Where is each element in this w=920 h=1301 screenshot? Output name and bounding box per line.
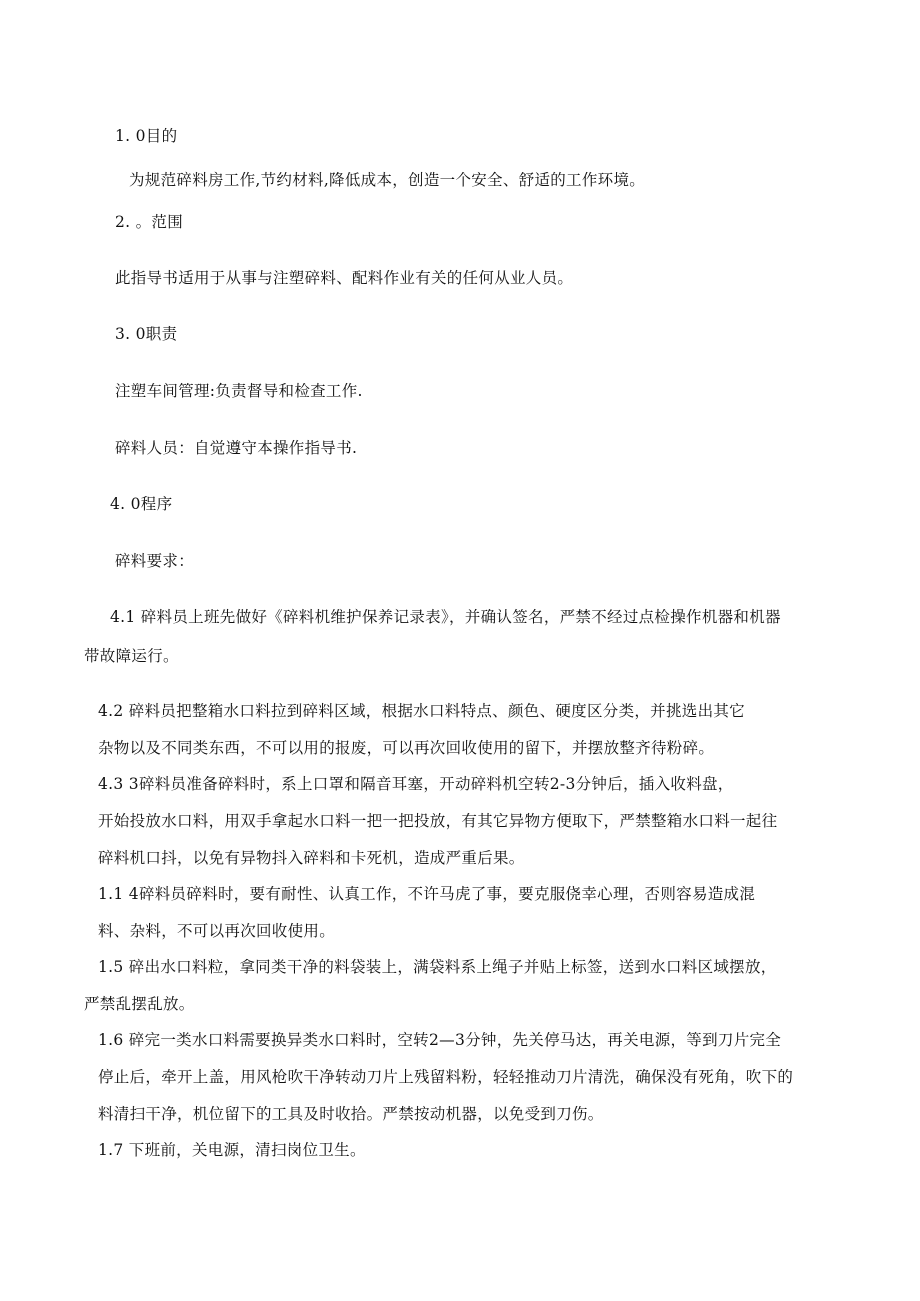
- item-1-1-line-1: 1.1 4碎料员碎料时，要有耐性、认真工作，不许马虎了事，要克服侥幸心理，否则容易造成混: [98, 885, 756, 903]
- item-4-2-line-1: 4.2 碎料员把整箱水口料拉到碎料区域，根据水口料特点、颜色、硬度区分类，并挑选出其它: [98, 702, 745, 720]
- section-2-body: 此指导书适用于从事与注塑碎料、配料作业有关的任何从业人员。: [115, 269, 574, 287]
- item-1-6-line-3: 料清扫干净，机位留下的工具及时收拾。严禁按动机器，以免受到刀伤。: [98, 1105, 604, 1123]
- section-3-body-1: 注塑车间管理:负责督导和检查工作.: [115, 382, 363, 400]
- section-1-heading: 1. 0目的: [115, 127, 178, 145]
- item-1-5-line-1: 1.5 碎出水口料粒，拿同类干净的料袋装上，满袋料系上绳子并贴上标签，送到水口料区域摆放，: [98, 958, 777, 976]
- item-4-1-line-2: 带故障运行。: [84, 647, 179, 665]
- item-1-1-line-2: 料、杂料，不可以再次回收使用。: [98, 922, 336, 940]
- item-1-6-line-2: 停止后，牵开上盖，用风枪吹干净转动刀片上残留料粉，轻轻推动刀片清洗，确保没有死角，吹下的: [98, 1068, 794, 1086]
- item-4-3-line-1: 4.3 3碎料员准备碎料时，系上口罩和隔音耳塞，开动碎料机空转2-3分钟后，插入收料盘，: [98, 775, 734, 793]
- item-1-6-line-1: 1.6 碎完一类水口料需要换异类水口料时，空转2—3分钟，先关停马达，再关电源，等到刀片完全: [98, 1031, 782, 1049]
- section-2-heading: 2. 。范围: [115, 213, 184, 231]
- item-1-7-line-1: 1.7 下班前，关电源，清扫岗位卫生。: [98, 1141, 366, 1159]
- section-3-body-2: 碎料人员：自觉遵守本操作指导书.: [115, 439, 358, 457]
- item-4-3-line-2: 开始投放水口料，用双手拿起水口料一把一把投放，有其它异物方便取下，严禁整箱水口料一起往: [98, 812, 778, 830]
- item-4-1-line-1: 4.1 碎料员上班先做好《碎料机维护保养记录表》，并确认签名，严禁不经过点检操作机器和机器: [110, 608, 781, 626]
- item-4-3-line-3: 碎料机口抖，以免有异物抖入碎料和卡死机，造成严重后果。: [98, 849, 525, 867]
- section-1-body: 为规范碎料房工作,节约材料,降低成本，创造一个安全、舒适的工作环境。: [129, 171, 646, 189]
- item-4-2-line-2: 杂物以及不同类东西，不可以用的报废，可以再次回收使用的留下，并摆放整齐待粉碎。: [98, 739, 715, 757]
- section-3-heading: 3. 0职责: [115, 325, 178, 343]
- item-1-5-line-2: 严禁乱摆乱放。: [84, 995, 195, 1013]
- section-4-heading: 4. 0程序: [110, 495, 173, 513]
- section-4-subheading: 碎料要求：: [115, 552, 195, 570]
